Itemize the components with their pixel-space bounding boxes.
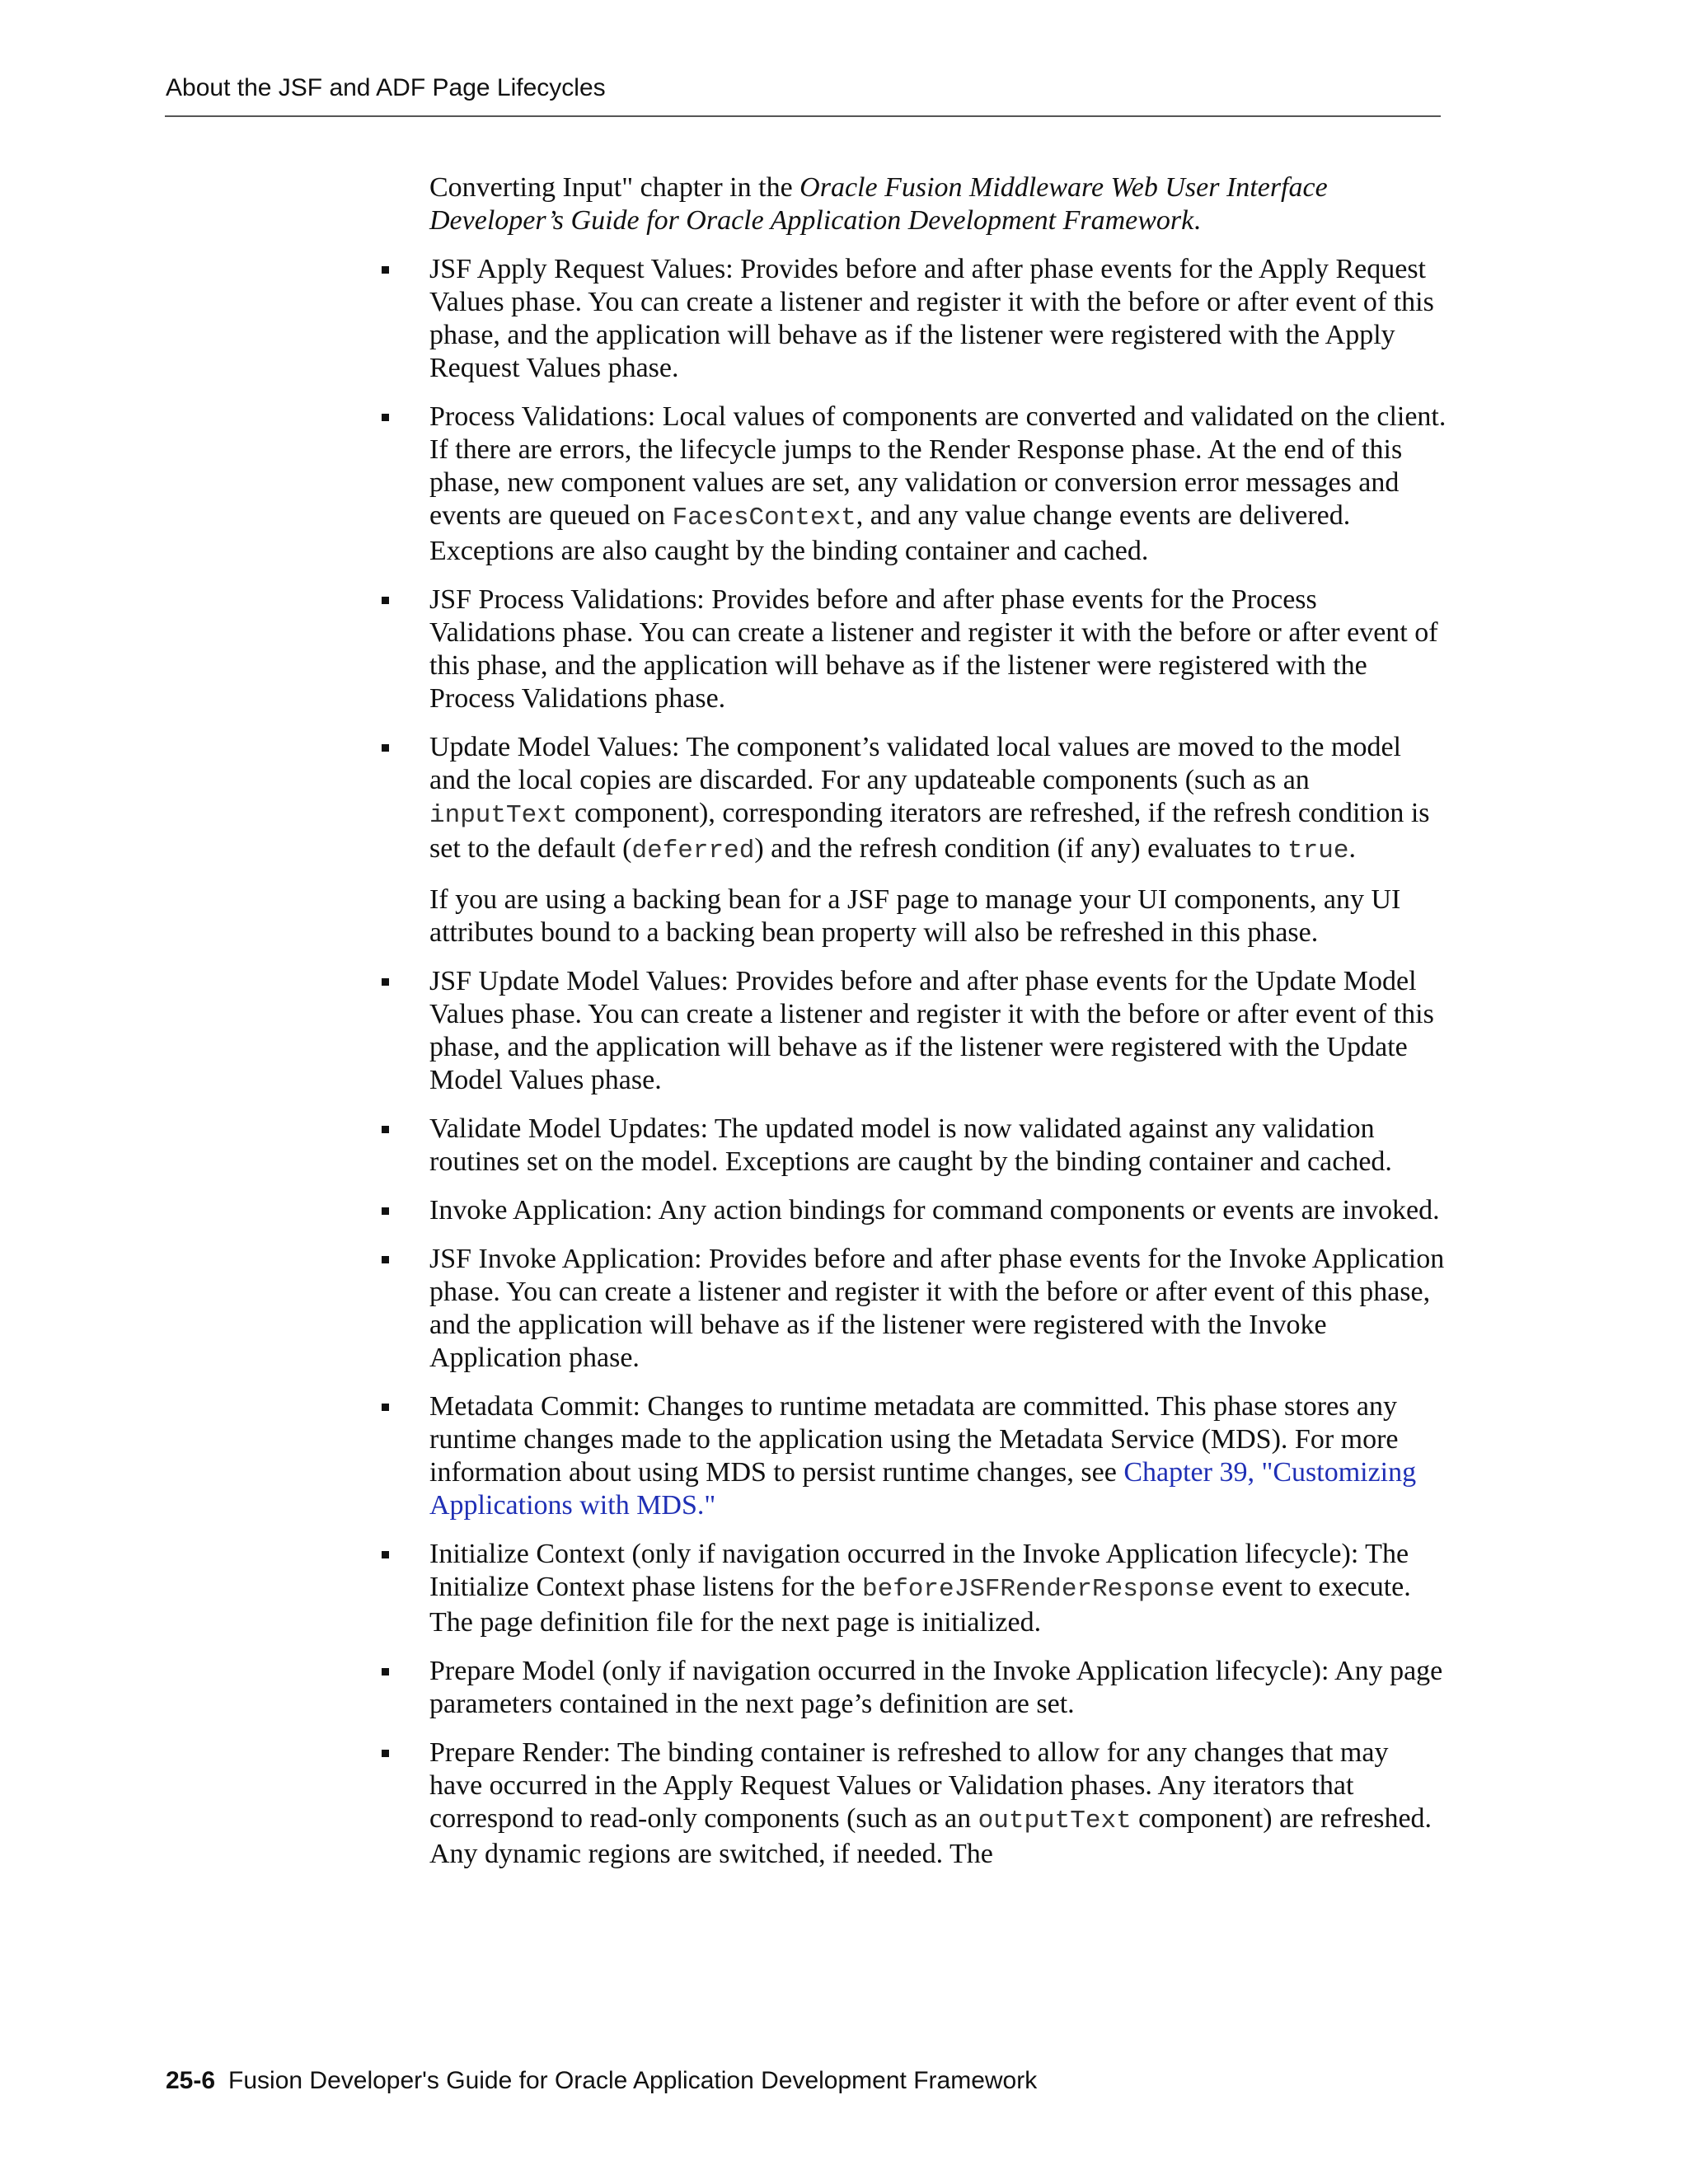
mds-chapter-link[interactable]: Chapter 39, "Customizing Applications with MDS." (429, 1457, 1417, 1521)
list-item-jsf-invoke-application (429, 1243, 1447, 1375)
bullet-icon (382, 978, 389, 986)
bullet-icon (382, 1404, 389, 1411)
item-text: JSF Invoke Application: Provides before and after phase events for the Invoke Application phase. You can create a listener and register it with the before or after event of this phase, and the application will behave as if the listener were registered with the Invoke Application phase. (429, 1244, 1445, 1373)
list-item-initialize-context (429, 1538, 1447, 1639)
item-text: Update Model Values: The component’s validated local values are moved to the model and the local copies are discarded. For any updateable components (such as an (429, 732, 1401, 795)
list-item-jsf-process-validations (429, 583, 1447, 715)
bullet-icon (382, 1126, 389, 1133)
item-text: Invoke Application: Any action bindings for command components or events are invoked. (429, 1195, 1440, 1226)
running-header: About the JSF and ADF Page Lifecycles (166, 74, 606, 101)
item-text: component), corresponding iterators are refreshed, if the refresh condition is set to the default ( (429, 798, 1430, 864)
book-title-reference: Oracle Fusion Middleware Web User Interface Developer’s Guide for Oracle Application Development Framework (429, 172, 1328, 236)
list-item-prepare-model (429, 1655, 1447, 1721)
bullet-icon (382, 414, 389, 421)
list-item-prepare-render (429, 1736, 1447, 1871)
footer-book-title: Fusion Developer's Guide for Oracle Application Development Framework (228, 2067, 1038, 2094)
page-number: 25-6 (166, 2067, 216, 2094)
code-deferred: deferred (631, 837, 755, 865)
list-item-jsf-update-model-values (429, 965, 1447, 1097)
running-footer (166, 2067, 1037, 2095)
list-item-update-model-values (429, 731, 1447, 949)
continuation-text: Converting Input" chapter in the (429, 172, 800, 203)
item-text: , and any value change events are delivered. Exceptions are also caught by the binding container and cached. (429, 500, 1351, 566)
item-text: Process Validations: Local values of components are converted and validated on the client. If there are errors, the lifecycle jumps to the Render Response phase. At the end of this phase, new component values are set, any validation or conversion error messages and events are queued on (429, 401, 1447, 531)
lifecycle-phase-list (429, 253, 1447, 1871)
item-text: Prepare Render: The binding container is refreshed to allow for any changes that may have occurred in the Apply Request Values or Validation phases. Any iterators that correspond to read-only components (such as an (429, 1737, 1389, 1834)
item-text: Initialize Context (only if navigation occurred in the Invoke Application lifecycle): The Initialize Context phase listens for the (429, 1539, 1409, 1602)
continuation-paragraph (429, 171, 1447, 237)
bullet-icon (382, 266, 389, 274)
continuation-period: . (1193, 205, 1201, 236)
bullet-icon (382, 1207, 389, 1215)
item-text: ) and the refresh condition (if any) evaluates to (754, 833, 1288, 864)
item-text: Validate Model Updates: The updated model is now validated against any validation routines set on the model. Exceptions are caught by the binding container and cached. (429, 1113, 1392, 1177)
code-true: true (1287, 837, 1349, 865)
page-body (429, 171, 1447, 1886)
item-text: JSF Process Validations: Provides before and after phase events for the Process Validations phase. You can create a listener and register it with the before or after event of this phase, and the application will behave as if the listener were registered with the Process Validations phase. (429, 584, 1438, 714)
item-text: JSF Apply Request Values: Provides before and after phase events for the Apply Request Values phase. You can create a listener and register it with the before or after event of this phase, and the application will behave as if the listener were registered with the Apply Request Values phase. (429, 254, 1434, 383)
bullet-icon (382, 597, 389, 604)
list-item-invoke-application (429, 1194, 1447, 1227)
item-text: Metadata Commit: Changes to runtime metadata are committed. This phase stores any runtime changes made to the application using the Metadata Service (MDS). For more information about using MDS to persist runtime changes, see (429, 1391, 1399, 1488)
code-input-text: inputText (429, 801, 568, 830)
code-before-jsf-render-response: beforeJSFRenderResponse (861, 1575, 1215, 1604)
item-text: JSF Update Model Values: Provides before and after phase events for the Update Model Values phase. You can create a listener and register it with the before or after event of this phase, and the application will behave as if the listener were registered with the Update Model Values phase. (429, 966, 1434, 1095)
list-item-process-validations (429, 401, 1447, 568)
bullet-icon (382, 744, 389, 752)
bullet-icon (382, 1668, 389, 1675)
item-text: event to execute. The page definition file for the next page is initialized. (429, 1572, 1411, 1638)
bullet-icon (382, 1256, 389, 1263)
bullet-icon (382, 1750, 389, 1757)
item-text: Prepare Model (only if navigation occurred in the Invoke Application lifecycle): Any page parameters contained in the next page’s definition are set. (429, 1656, 1443, 1719)
item-text: component) are refreshed. Any dynamic regions are switched, if needed. The (429, 1803, 1432, 1869)
list-item-jsf-apply-request-values (429, 253, 1447, 385)
code-output-text: outputText (978, 1807, 1132, 1835)
list-item-validate-model-updates (429, 1113, 1447, 1179)
backing-bean-note: If you are using a backing bean for a JSF page to manage your UI components, any UI attributes bound to a backing bean property will also be refreshed in this phase. (429, 884, 1401, 948)
code-faces-context: FacesContext (672, 504, 856, 532)
bullet-icon (382, 1551, 389, 1558)
item-text: . (1348, 833, 1356, 864)
list-item-metadata-commit (429, 1390, 1447, 1522)
header-rule (165, 115, 1441, 117)
